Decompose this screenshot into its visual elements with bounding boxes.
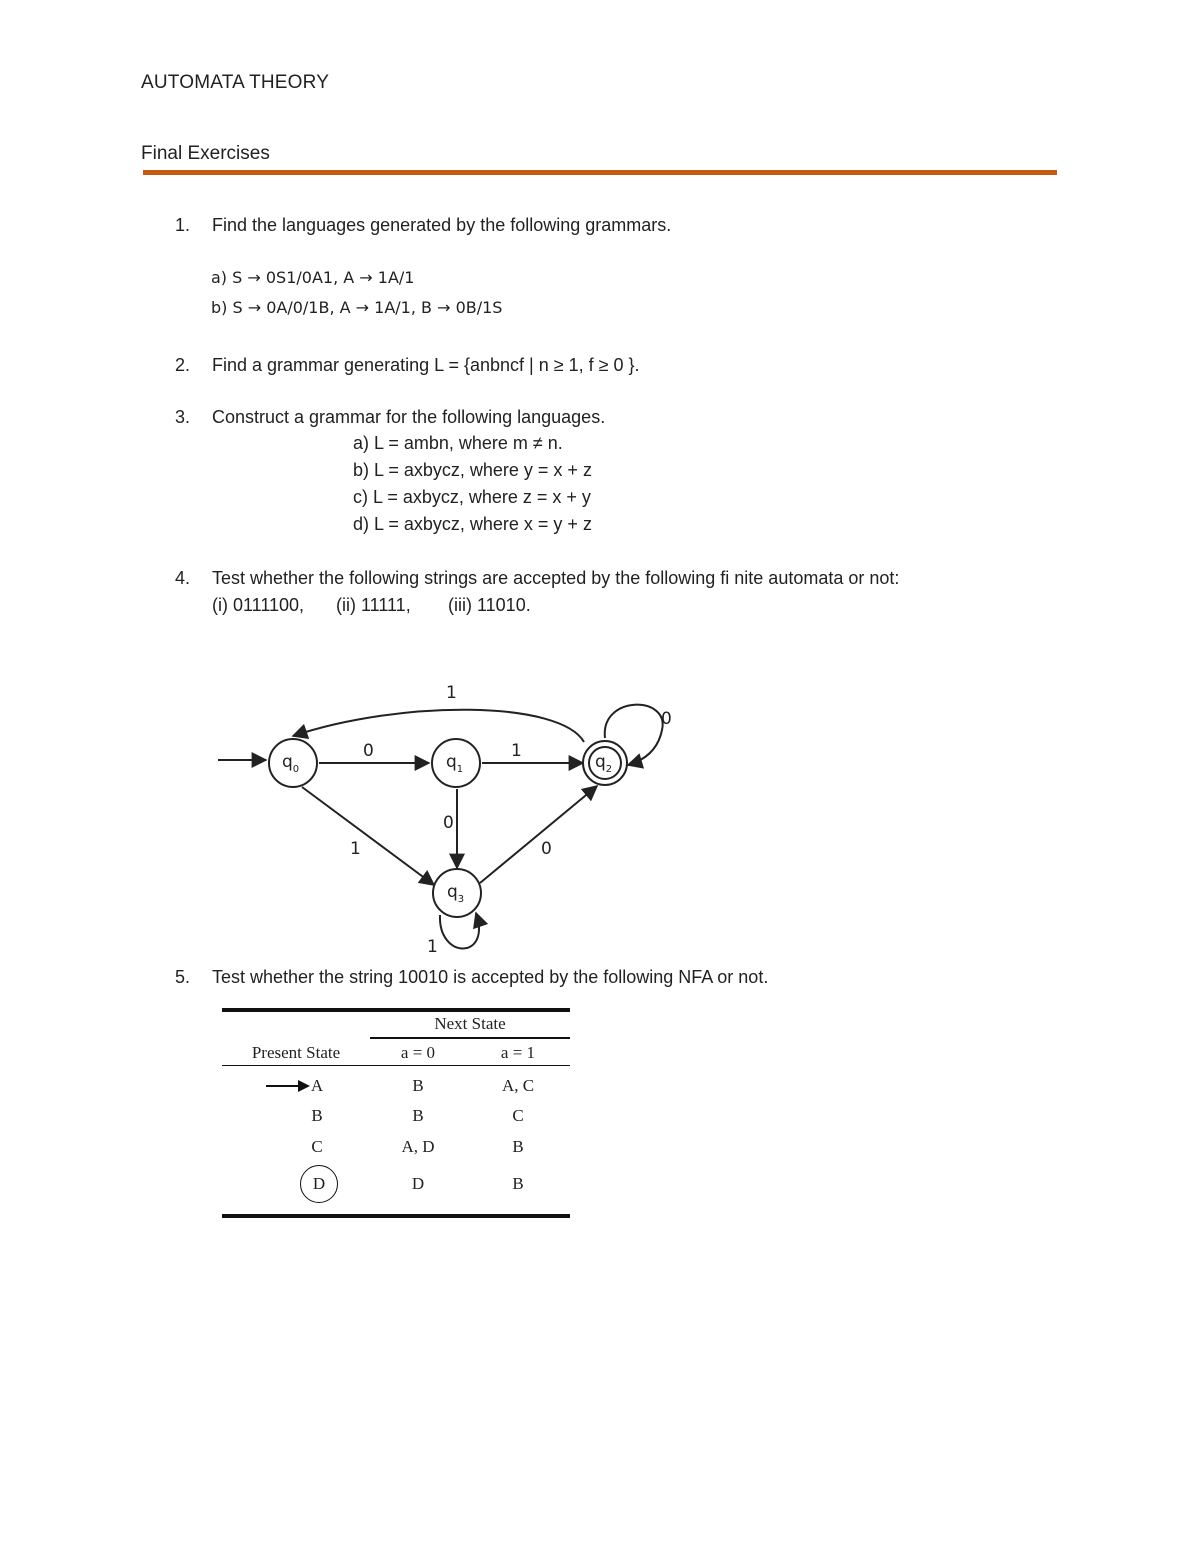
table-header-next-state: Next State xyxy=(434,1014,506,1033)
table-row-c-a0: A, D xyxy=(401,1137,435,1156)
table-header-present-state: Present State xyxy=(251,1043,341,1062)
question-number: 3. xyxy=(175,407,191,427)
question-text: Find a grammar generating L = {anbncf | n ≥ 1, f ≥ 0 }. xyxy=(212,355,640,375)
state-q2-label: $q_2$ xyxy=(595,752,613,775)
state-q0 xyxy=(269,739,317,787)
state-q1-label: $q_1$ xyxy=(446,752,464,775)
table-row-a-state: A xyxy=(310,1076,324,1095)
table-row-b-state: B xyxy=(311,1106,323,1125)
table-row-a-a0: B xyxy=(412,1076,424,1095)
table-group-rule xyxy=(370,1037,570,1039)
table-bottom-rule xyxy=(222,1214,570,1218)
question-text: Find the languages generated by the following grammars. xyxy=(212,215,672,235)
table-row-d-state: D xyxy=(312,1174,326,1193)
edge-q2-q0 xyxy=(293,710,584,742)
table-header-rule xyxy=(222,1065,570,1066)
language-b: b) L = axbycz, where y = x + z xyxy=(353,460,592,480)
table-row-c-a1: B xyxy=(512,1137,524,1156)
grammar-a: a) S → 0S1/0A1, A → 1A/1 xyxy=(211,268,415,287)
test-string-1: (i) 0111100, xyxy=(212,595,305,615)
table-header-a1: a = 1 xyxy=(500,1043,536,1062)
edge-q0-q3 xyxy=(302,787,434,885)
question-number: 5. xyxy=(175,967,191,987)
question-number: 2. xyxy=(175,355,191,375)
question-text: Test whether the following strings are accepted by the following fi nite automata or not: xyxy=(212,568,900,588)
grammar-b: b) S → 0A/0/1B, A → 1A/1, B → 0B/1S xyxy=(211,298,503,317)
test-string-2: (ii) 11111, xyxy=(336,595,411,615)
question-text: Test whether the string 10010 is accepted by the following NFA or not. xyxy=(212,967,769,987)
question-text: Construct a grammar for the following languages. xyxy=(212,407,606,427)
edge-label-q0-q3: 1 xyxy=(350,839,361,859)
edge-q3-self xyxy=(440,913,479,949)
state-q0-label: $q_0$ xyxy=(282,752,300,775)
language-a: a) L = ambn, where m ≠ n. xyxy=(353,433,563,453)
question-number: 4. xyxy=(175,568,191,588)
state-q3-label: $q_3$ xyxy=(447,882,465,905)
page-subtitle: Final Exercises xyxy=(141,143,270,164)
edge-label-q1-q2: 1 xyxy=(511,741,522,761)
test-string-3: (iii) 11010. xyxy=(448,595,531,615)
edge-q3-q2 xyxy=(480,786,597,883)
language-d: d) L = axbycz, where x = y + z xyxy=(353,514,592,534)
edge-label-q1-q3: 0 xyxy=(443,813,454,833)
question-number: 1. xyxy=(175,215,191,235)
table-top-rule xyxy=(222,1008,570,1012)
finite-automaton-diagram xyxy=(200,670,700,960)
nfa-transition-table xyxy=(222,1005,572,1225)
table-header-a0: a = 0 xyxy=(400,1043,436,1062)
header-rule xyxy=(143,170,1057,175)
edge-label-q2-q0: 1 xyxy=(446,683,457,703)
table-row-a-a1: A, C xyxy=(501,1076,535,1095)
edge-label-q3-q2: 0 xyxy=(541,839,552,859)
table-row-d-a0: D xyxy=(411,1174,425,1193)
table-row-d-a1: B xyxy=(512,1174,524,1193)
edge-label-q2-self: 0 xyxy=(661,709,672,729)
language-c: c) L = axbycz, where z = x + y xyxy=(353,487,591,507)
edge-label-q0-q1: 0 xyxy=(363,741,374,761)
page-header: AUTOMATA THEORY xyxy=(141,72,330,93)
table-row-b-a0: B xyxy=(412,1106,424,1125)
edge-label-q3-self: 1 xyxy=(427,937,438,957)
table-row-c-state: C xyxy=(311,1137,323,1156)
table-row-b-a1: C xyxy=(512,1106,524,1125)
